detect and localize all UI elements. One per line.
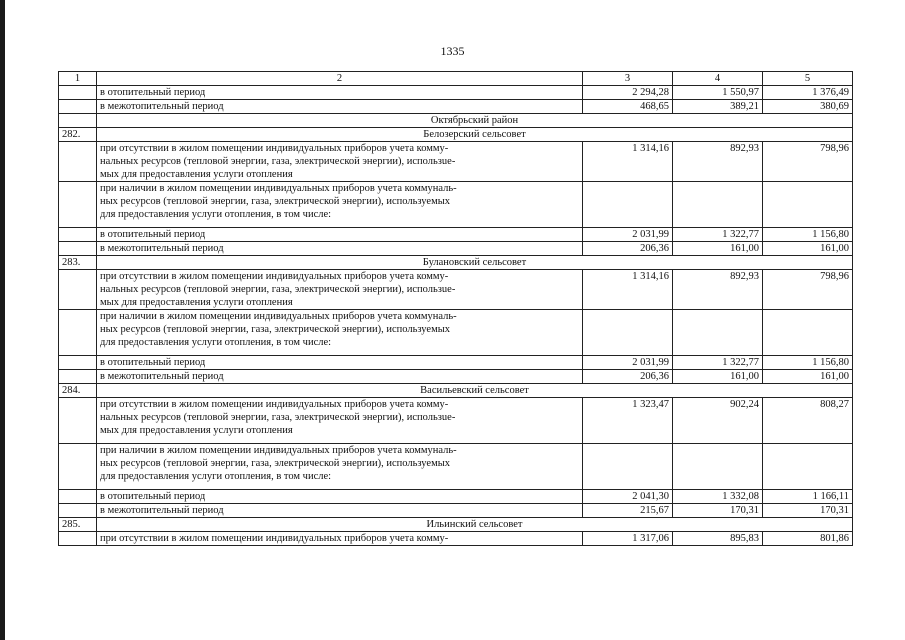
table-row bbox=[59, 182, 853, 228]
present-meter-description bbox=[97, 310, 583, 356]
value-cell: 1 322,77 bbox=[673, 228, 763, 242]
present-meter-description bbox=[97, 444, 583, 490]
value-cell: 1 166,11 bbox=[763, 490, 853, 504]
row-number: 282. bbox=[59, 128, 97, 142]
value-cell: 892,93 bbox=[673, 270, 763, 310]
description-line: при наличии в жилом помещении индивидуальных приборов учета коммуналь- bbox=[100, 311, 457, 322]
value-cell: 1 317,06 bbox=[583, 532, 673, 546]
scan-edge bbox=[0, 0, 5, 640]
value-cell: 1 550,97 bbox=[673, 86, 763, 100]
value-cell: 161,00 bbox=[763, 242, 853, 256]
row-label: в отопительный период bbox=[97, 356, 583, 370]
description-line: мых для предоставления услуги отопления bbox=[100, 169, 293, 180]
description-line: мых для предоставления услуги отопления bbox=[100, 425, 293, 436]
value-cell bbox=[583, 310, 673, 356]
value-cell: 902,24 bbox=[673, 398, 763, 444]
value-cell: 468,65 bbox=[583, 100, 673, 114]
table-row bbox=[59, 370, 853, 384]
value-cell: 161,00 bbox=[673, 242, 763, 256]
row-label: в межотопительный период bbox=[97, 242, 583, 256]
row-number bbox=[59, 504, 97, 518]
value-cell: 801,86 bbox=[763, 532, 853, 546]
value-cell bbox=[673, 310, 763, 356]
value-cell: 2 031,99 bbox=[583, 356, 673, 370]
value-cell: 808,27 bbox=[763, 398, 853, 444]
absent-meter-description bbox=[97, 142, 583, 182]
column-header: 2 bbox=[97, 72, 583, 86]
table-row bbox=[59, 270, 853, 310]
row-number bbox=[59, 490, 97, 504]
value-cell: 798,96 bbox=[763, 142, 853, 182]
value-cell: 170,31 bbox=[763, 504, 853, 518]
settlement-header-row bbox=[59, 518, 853, 532]
table-row bbox=[59, 100, 853, 114]
table-row bbox=[59, 490, 853, 504]
settlement-name: Ильинский сельсовет bbox=[97, 518, 853, 532]
value-cell: 1 314,16 bbox=[583, 270, 673, 310]
description-line: для предоставления услуги отопления, в том числе: bbox=[100, 471, 332, 482]
present-meter-description bbox=[97, 182, 583, 228]
value-cell: 161,00 bbox=[763, 370, 853, 384]
settlement-name: Белозерский сельсовет bbox=[97, 128, 853, 142]
row-number bbox=[59, 370, 97, 384]
value-cell bbox=[763, 444, 853, 490]
table-row bbox=[59, 228, 853, 242]
settlement-name: Васильевский сельсовет bbox=[97, 384, 853, 398]
table-row bbox=[59, 444, 853, 490]
table-row bbox=[59, 356, 853, 370]
column-header: 3 bbox=[583, 72, 673, 86]
settlement-name: Булановский сельсовет bbox=[97, 256, 853, 270]
description-line: при отсутствии в жилом помещении индивидуальных приборов учета комму- bbox=[100, 271, 449, 282]
description-line: при отсутствии в жилом помещении индивидуальных приборов учета комму- bbox=[100, 143, 449, 154]
row-number bbox=[59, 310, 97, 356]
value-cell: 1 322,77 bbox=[673, 356, 763, 370]
value-cell: 161,00 bbox=[673, 370, 763, 384]
value-cell bbox=[763, 310, 853, 356]
row-label: в межотопительный период bbox=[97, 504, 583, 518]
row-number bbox=[59, 242, 97, 256]
row-number: 283. bbox=[59, 256, 97, 270]
row-number bbox=[59, 182, 97, 228]
row-number bbox=[59, 86, 97, 100]
row-number bbox=[59, 142, 97, 182]
row-number: 284. bbox=[59, 384, 97, 398]
sections-body bbox=[59, 128, 853, 546]
value-cell: 895,83 bbox=[673, 532, 763, 546]
description-line: при отсутствии в жилом помещении индивидуальных приборов учета комму- bbox=[100, 399, 449, 410]
table-row bbox=[59, 242, 853, 256]
column-header-row bbox=[59, 72, 853, 86]
district-row bbox=[59, 114, 853, 128]
row-number: 285. bbox=[59, 518, 97, 532]
row-number bbox=[59, 270, 97, 310]
value-cell bbox=[583, 444, 673, 490]
column-header: 5 bbox=[763, 72, 853, 86]
row-label: в отопительный период bbox=[97, 228, 583, 242]
value-cell: 1 314,16 bbox=[583, 142, 673, 182]
table-row bbox=[59, 142, 853, 182]
description-line: нальных ресурсов (тепловой энергии, газа, электрической энергии), использue- bbox=[100, 156, 456, 167]
value-cell: 2 041,30 bbox=[583, 490, 673, 504]
row-number bbox=[59, 228, 97, 242]
value-cell bbox=[763, 182, 853, 228]
settlement-header-row bbox=[59, 384, 853, 398]
description-line: ных ресурсов (тепловой энергии, газа, электрической энергии), используемых bbox=[100, 196, 451, 207]
description-line: нальных ресурсов (тепловой энергии, газа, электрической энергии), использue- bbox=[100, 284, 456, 295]
description-line: нальных ресурсов (тепловой энергии, газа, электрической энергии), использue- bbox=[100, 412, 456, 423]
table-row bbox=[59, 504, 853, 518]
description-line: для предоставления услуги отопления, в том числе: bbox=[100, 209, 332, 220]
column-header: 4 bbox=[673, 72, 763, 86]
absent-meter-description bbox=[97, 398, 583, 444]
value-cell bbox=[673, 182, 763, 228]
value-cell: 1 156,80 bbox=[763, 356, 853, 370]
value-cell: 206,36 bbox=[583, 242, 673, 256]
table-row bbox=[59, 310, 853, 356]
row-label: в межотопительный период bbox=[97, 100, 583, 114]
page-number: 1335 bbox=[440, 44, 465, 58]
value-cell: 1 332,08 bbox=[673, 490, 763, 504]
description-line: для предоставления услуги отопления, в том числе: bbox=[100, 337, 332, 348]
value-cell: 1 376,49 bbox=[763, 86, 853, 100]
row-label: в межотопительный период bbox=[97, 370, 583, 384]
row-label: при отсутствии в жилом помещении индивидуальных приборов учета комму- bbox=[97, 532, 583, 546]
value-cell: 380,69 bbox=[763, 100, 853, 114]
description-line: при наличии в жилом помещении индивидуальных приборов учета коммуналь- bbox=[100, 445, 457, 456]
row-label: в отопительный период bbox=[97, 86, 583, 100]
description-line: ных ресурсов (тепловой энергии, газа, электрической энергии), используемых bbox=[100, 324, 451, 335]
value-cell: 798,96 bbox=[763, 270, 853, 310]
row-number bbox=[59, 398, 97, 444]
row-number bbox=[59, 356, 97, 370]
description-line: при наличии в жилом помещении индивидуальных приборов учета коммуналь- bbox=[100, 183, 457, 194]
description-line: ных ресурсов (тепловой энергии, газа, электрической энергии), используемых bbox=[100, 458, 451, 469]
value-cell: 170,31 bbox=[673, 504, 763, 518]
value-cell: 2 031,99 bbox=[583, 228, 673, 242]
description-line: мых для предоставления услуги отопления bbox=[100, 297, 293, 308]
table-row bbox=[59, 532, 853, 546]
value-cell: 892,93 bbox=[673, 142, 763, 182]
tariff-table bbox=[58, 71, 853, 546]
value-cell: 206,36 bbox=[583, 370, 673, 384]
table-row bbox=[59, 86, 853, 100]
value-cell: 215,67 bbox=[583, 504, 673, 518]
settlement-header-row bbox=[59, 128, 853, 142]
absent-meter-description bbox=[97, 270, 583, 310]
row-number bbox=[59, 114, 97, 128]
row-number bbox=[59, 532, 97, 546]
row-number bbox=[59, 444, 97, 490]
value-cell bbox=[583, 182, 673, 228]
table-row bbox=[59, 398, 853, 444]
district-name: Октябрьский район bbox=[97, 114, 853, 128]
settlement-header-row bbox=[59, 256, 853, 270]
value-cell: 1 156,80 bbox=[763, 228, 853, 242]
value-cell bbox=[673, 444, 763, 490]
row-number bbox=[59, 100, 97, 114]
column-header: 1 bbox=[59, 72, 97, 86]
value-cell: 2 294,28 bbox=[583, 86, 673, 100]
value-cell: 389,21 bbox=[673, 100, 763, 114]
row-label: в отопительный период bbox=[97, 490, 583, 504]
value-cell: 1 323,47 bbox=[583, 398, 673, 444]
